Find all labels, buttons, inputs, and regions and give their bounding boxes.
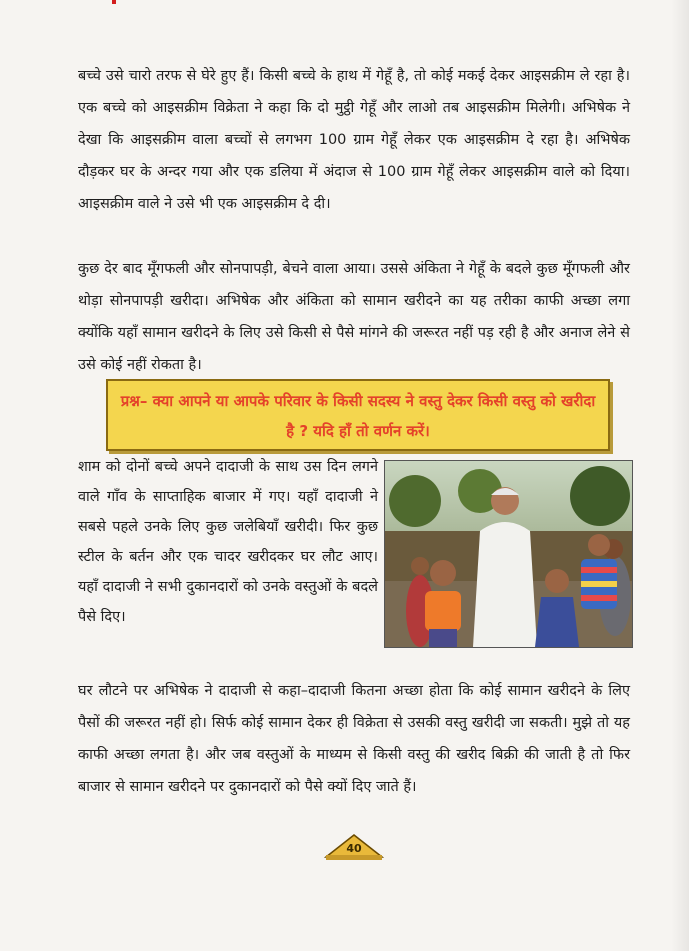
paragraph-market: शाम को दोनों बच्चे अपने दादाजी के साथ उस दिन लगने वाले गाँव के साप्ताहिक बाजार में गए। यहाँ दादाजी ने सबसे पहले उनके लिए कुछ जलेबियाँ खरीदी। फिर कुछ स्टील के बर्तन और एक चादर खरीदकर घर लौट आए। यहाँ दादाजी ने सभी दुकानदारों को उनके वस्तुओं के बदले पैसे दिए। [78, 459, 378, 625]
page-number-badge [324, 833, 384, 861]
paragraph-icecream: बच्चे उसे चारो तरफ से घेरे हुए हैं। किसी बच्चे के हाथ में गेहूँ है, तो कोई मकई देकर आइसक्रीम ले रहा है। एक बच्चे को आइसक्रीम विक्रेता ने कहा कि दो मुट्ठी गेहूँ और लाओ तब आइसक्रीम मिलेगी। अभिषेक ने देखा कि आइसक्रीम वाला बच्चों से लगभग 100 ग्राम गेहूँ लेकर एक आइसक्रीम दे रहा है। अभिषेक दौड़कर घर के अन्दर गया और एक डलिया में अंदाज से 100 ग्राम गेहूँ लेकर आइसक्रीम वाले को दिया। आइसक्रीम वाले ने उसे भी एक आइसक्रीम दे दी। [78, 68, 630, 212]
question-text: प्रश्न– क्या आपने या आपके परिवार के किसी सदस्य ने वस्तु देकर किसी वस्तु को खरीदा है ? यदि हाँ तो वर्णन करें। [120, 392, 596, 440]
paragraph-peanuts: कुछ देर बाद मूँगफली और सोनपापड़ी, बेचने वाला आया। उससे अंकिता ने गेहूँ के बदले कुछ मूँगफली और थोड़ा सोनपापड़ी खरीदा। अभिषेक और अंकिता को सामान खरीदने का यह तरीका काफी अच्छा लगा क्योंकि यहाँ सामान खरीदने के लिए उसे किसी से पैसे मांगने की जरूरत नहीं पड़ रही है और अनाज लेने से उसे कोई नहीं रोकता है। [78, 261, 630, 373]
print-mark [112, 0, 116, 4]
paragraph-return-home: घर लौटने पर अभिषेक ने दादाजी से कहा–दादाजी कितना अच्छा होता कि कोई सामान खरीदने के लिए पैसों की जरूरत नहीं हो। सिर्फ कोई सामान देकर ही विक्रेता से उसकी वस्तु खरीदी जा सकती। मुझे तो यह काफी अच्छा लगता है। और जब वस्तुओं के माध्यम से किसी वस्तु की खरीद बिक्री की जाती है तो फिर बाजार से सामान खरीदने पर दुकानदारों को पैसे क्यों दिए जाते हैं। [78, 683, 630, 795]
page-fold-shadow [671, 0, 689, 951]
question-box [106, 379, 610, 451]
grandfather-children-photo [384, 460, 633, 648]
page-number: 40 [346, 842, 362, 855]
photo-illustration [385, 461, 632, 647]
